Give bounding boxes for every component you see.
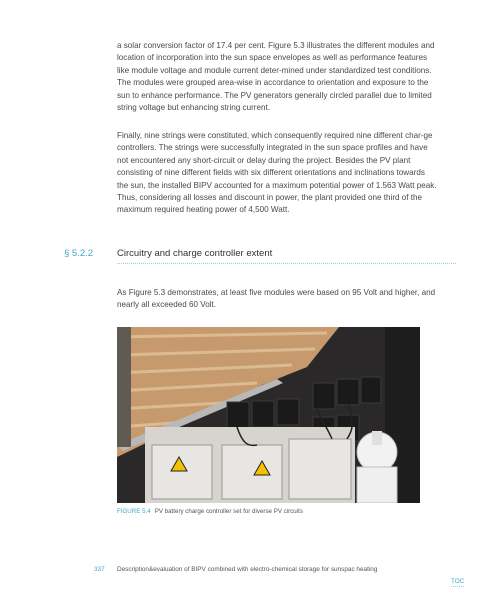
section-title: Circuitry and charge controller extent — [117, 248, 273, 259]
page-number: 337 — [94, 566, 105, 573]
charge-controller-photo — [117, 327, 420, 503]
figure-caption-text: PV battery charge controller set for diverse PV circuits — [154, 508, 303, 515]
toc-link[interactable]: TOC — [451, 578, 465, 585]
section-number: § 5.2.2 — [64, 248, 94, 259]
body-paragraph-2: Finally, nine strings were constituted, which consequently required nine different char-ge controllers. The strings were successfully integrated in the sun space profiles and have not encountered any short-circuit or delay during the project. Besides the PV plant consisting of nine different fields with six different orientations and inclinations towards the sun, the installed BIPV accounted for a maximum potential power of 1.563 Watt peak. Thus, considering all losses and discount in power, the plant provided one third of the maximum required heating power of 4,500 Watt. — [117, 131, 437, 215]
running-title: Description&evaluation of BIPV combined with electro-chemical storage for sunspac heating — [117, 566, 378, 573]
body-paragraph-3: As Figure 5.3 demonstrates, at least five modules were based on 95 Volt and higher, and nearly all exceeded 60 Volt. — [117, 288, 436, 310]
figure-photo — [117, 327, 420, 503]
figure-caption — [117, 508, 303, 515]
body-paragraph-1: a solar conversion factor of 17.4 per cent. Figure 5.3 illustrates the different modules and location of incorporation into the sun space envelopes as well as performance features like module voltage and module current deter-mined under standardized test conditions. The modules were grouped area-wise in accordance to orientation and exposure to the sun to enhance performance. The PV generators generally circled parallel due to limited string voltage but enhancing string current. — [117, 41, 435, 113]
figure-label: FIGURE 5.4 — [117, 508, 151, 515]
section-divider — [117, 263, 456, 264]
